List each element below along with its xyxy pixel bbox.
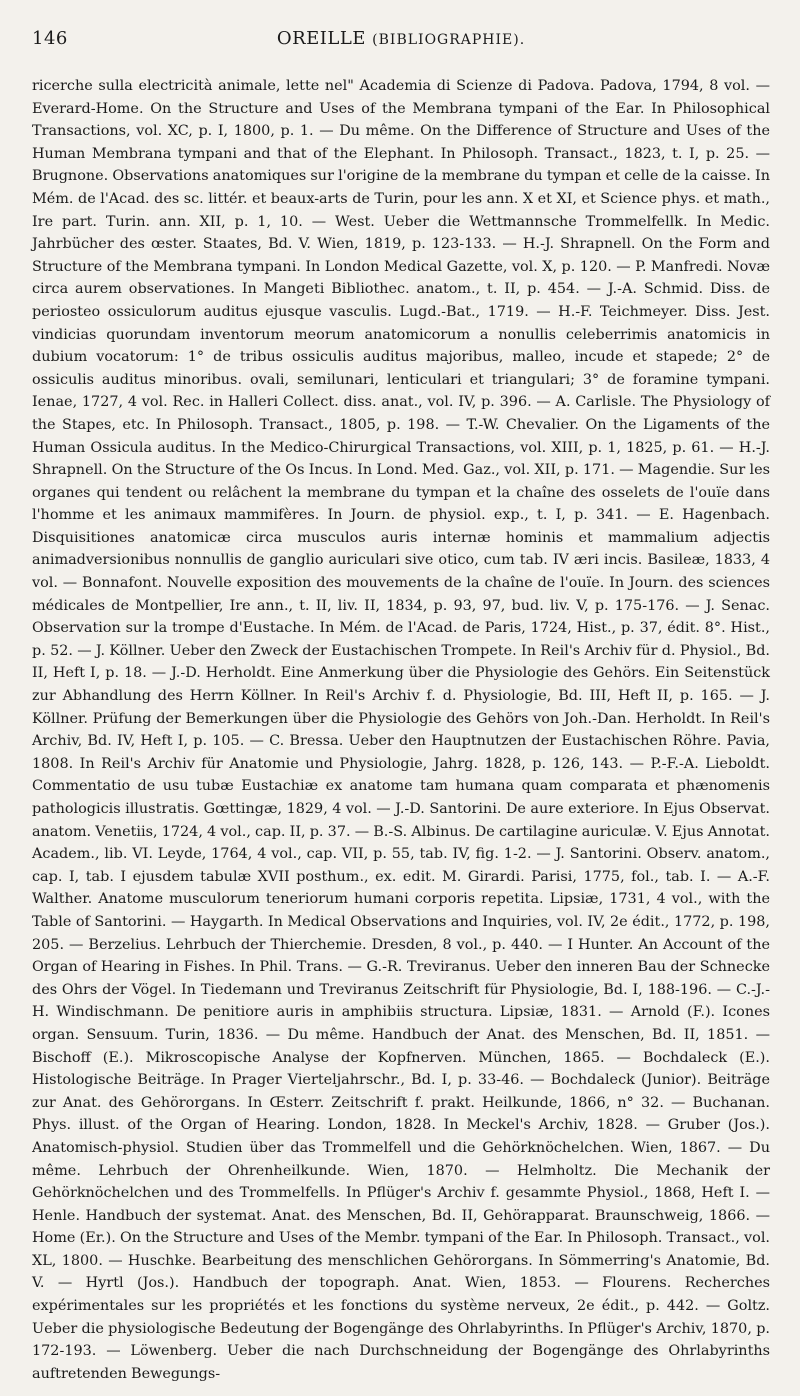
running-title-sub: (BIBLIOGRAPHIE). (372, 32, 526, 48)
running-title (116, 28, 770, 49)
bibliography-text (32, 75, 770, 1385)
running-header (32, 28, 770, 68)
page-number: 146 (32, 28, 68, 49)
running-title-main: OREILLE (276, 28, 366, 49)
bibliography-paragraph: ricerche sulla electricità animale, lette nel" Academia di Scienze di Padova. Padova, 1794, 8 vol. — Everard-Home. On the Structure and Uses of the Membrana tympani of the Ear. In Philosophical Transactions, vol. XC, p. I, 1800, p. 1. — Du même. On the Difference of Structure and Uses of the Human Membrana tympani and that of the Elephant. In Philosoph. Transact., 1823, t. I, p. 25. — Brugnone. Observations anatomiques sur l'origine de la membrane du tympan et celle de la caisse. In Mém. de l'Acad. des sc. littér. et beaux-arts de Turin, pour les ann. X et XI, et Science phys. et math., Ire part. Turin. ann. XII, p. 1, 10. — West. Ueber die Wettmannsche Trommelfellk. In Medic. Jahrbücher des œster. Staates, Bd. V. Wien, 1819, p. 123-133. — H.-J. Shrapnell. On the Form and Structure of the Membrana tympani. In London Medical Gazette, vol. X, p. 120. — P. Manfredi. Novæ circa aurem observationes. In Mangeti Bibliothec. anatom., t. II, p. 454. — J.-A. Schmid. Diss. de periosteo ossiculorum auditus ejusque vasculis. Lugd.-Bat., 1719. — H.-F. Teichmeyer. Diss. Jest. vindicias quorundam inventorum meorum anatomicorum a nonullis celeberrimis anatomicis in dubium vocatorum: 1° de tribus ossiculis auditus majoribus, malleo, incude et stapede; 2° de ossiculis auditus minoribus. ovali, semilunari, lenticulari et triangulari; 3° de foramine tympani. Ienae, 1727, 4 vol. Rec. in Halleri Collect. diss. anat., vol. IV, p. 396. — A. Carlisle. The Physiology of the Stapes, etc. In Philosoph. Transact., 1805, p. 198. — T.-W. Chevalier. On the Ligaments of the Human Ossicula auditus. In the Medico-Chirurgical Transactions, vol. XIII, p. 1, 1825, p. 61. — H.-J. Shrapnell. On the Structure of the Os Incus. In Lond. Med. Gaz., vol. XII, p. 171. — Magendie. Sur les organes qui tendent ou relâchent la membrane du tympan et la chaîne des osselets de l'ouïe dans l'homme et les animaux mammifères. In Journ. de physiol. exp., t. I, p. 341. — E. Hagenbach. Disquisitiones anatomicæ circa musculos auris internæ hominis et mammalium adjectis animadversionibus nonnullis de ganglio auriculari sive otico, cum tab. IV æri incis. Basileæ, 1833, 4 vol. — Bonnafont. Nouvelle exposition des mouvements de la chaîne de l'ouïe. In Journ. des sciences médicales de Montpellier, Ire ann., t. II, liv. II, 1834, p. 93, 97, bud. liv. V, p. 175-176. — J. Senac. Observation sur la trompe d'Eustache. In Mém. de l'Acad. de Paris, 1724, Hist., p. 37, édit. 8°. Hist., p. 52. — J. Köllner. Ueber den Zweck der Eustachischen Trompete. In Reil's Archiv für d. Physiol., Bd. II, Heft I, p. 18. — J.-D. Herholdt. Eine Anmerkung über die Physiologie des Gehörs. Ein Seitenstück zur Abhandlung des Herrn Köllner. In Reil's Archiv f. d. Physiologie, Bd. III, Heft II, p. 165. — J. Köllner. Prüfung der Bemerkungen über die Physiologie des Gehörs von Joh.-Dan. Herholdt. In Reil's Archiv, Bd. IV, Heft I, p. 105. — C. Bressa. Ueber den Hauptnutzen der Eustachischen Röhre. Pavia, 1808. In Reil's Archiv für Anatomie und Physiologie, Jahrg. 1828, p. 126, 143. — P.-F.-A. Lieboldt. Commentatio de usu tubæ Eustachiæ ex anatome tam humana quam comparata et phænomenis pathologicis illustratis. Gœttingæ, 1829, 4 vol. — J.-D. Santorini. De aure exteriore. In Ejus Observat. anatom. Venetiis, 1724, 4 vol., cap. II, p. 37. — B.-S. Albinus. De cartilagine auriculæ. V. Ejus Annotat. Academ., lib. VI. Leyde, 1764, 4 vol., cap. VII, p. 55, tab. IV, fig. 1-2. — J. Santorini. Observ. anatom., cap. I, tab. I ejusdem tabulæ XVII posthum., ex. edit. M. Girardi. Parisi, 1775, fol., tab. I. — A.-F. Walther. Anatome musculorum teneriorum humani corporis repetita. Lipsiæ, 1731, 4 vol., with the Table of Santorini. — Haygarth. In Medical Observations and Inquiries, vol. IV, 2e édit., 1772, p. 198, 205. — Berzelius. Lehrbuch der Thierchemie. Dresden, 8 vol., p. 440. — I Hunter. An Account of the Organ of Hearing in Fishes. In Phil. Trans. — G.-R. Treviranus. Ueber den inneren Bau der Schnecke des Ohrs der Vögel. In Tiedemann und Treviranus Zeitschrift für Physiologie, Bd. I, 188-196. — C.-J.-H. Windischmann. De penitiore auris in amphibiis structura. Lipsiæ, 1831. — Arnold (F.). Icones organ. Sensuum. Turin, 1836. — Du même. Handbuch der Anat. des Menschen, Bd. II, 1851. — Bischoff (E.). Mikroscopische Analyse der Kopfnerven. München, 1865. — Bochdaleck (E.). Histologische Beiträge. In Prager Vierteljahrschr., Bd. I, p. 33-46. — Bochdaleck (Junior). Beiträge zur Anat. des Gehörorgans. In Œsterr. Zeitschrift f. prakt. Heilkunde, 1866, n° 32. — Buchanan. Phys. illust. of the Organ of Hearing. London, 1828. In Meckel's Archiv, 1828. — Gruber (Jos.). Anatomisch-physiol. Studien über das Trommelfell und die Gehörknöchelchen. Wien, 1867. — Du même. Lehrbuch der Ohrenheilkunde. Wien, 1870. — Helmholtz. Die Mechanik der Gehörknöchelchen und des Trommelfells. In Pflüger's Archiv f. gesammte Physiol., 1868, Heft I. — Henle. Handbuch der systemat. Anat. des Menschen, Bd. II, Gehörapparat. Braunschweig, 1866. — Home (Er.). On the Structure and Uses of the Membr. tympani of the Ear. In Philosoph. Transact., vol. XL, 1800. — Huschke. Bearbeitung des menschlichen Gehörorgans. In Sömmerring's Anatomie, Bd. V. — Hyrtl (Jos.). Handbuch der topograph. Anat. Wien, 1853. — Flourens. Recherches expérimentales sur les propriétés et les fonctions du système nerveux, 2e édit., p. 442. — Goltz. Ueber die physiologische Bedeutung der Bogengänge des Ohrlabyrinths. In Pflüger's Archiv, 1870, p. 172-193. — Löwenberg. Ueber die nach Durchschneidung der Bogengänge des Ohrlabyrinths auftretenden Bewegungs- (32, 78, 770, 1382)
